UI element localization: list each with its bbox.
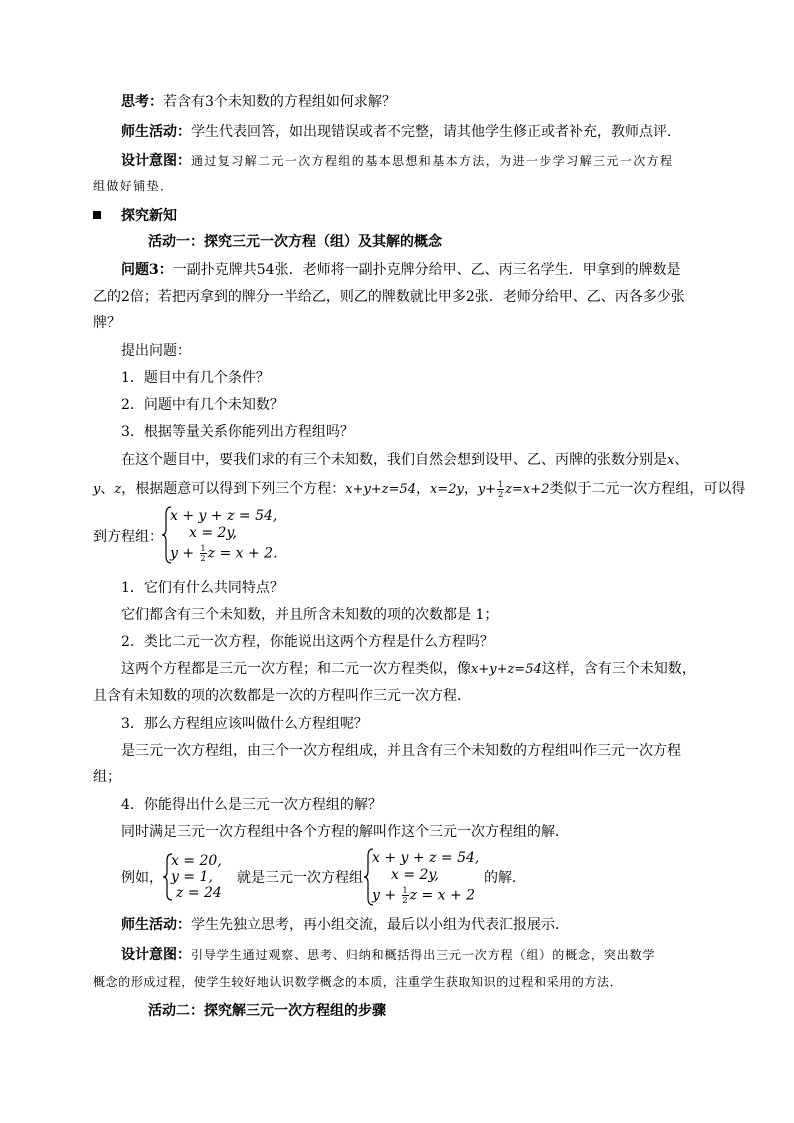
think-line: 思考：若含有3个未知数的方程组如何求解？ <box>121 94 396 110</box>
explain-line-1: 在这个题目中，要我们求的有三个未知数，我们自然会想到设甲、乙、丙牌的张数分别是x、 <box>121 452 689 468</box>
problem-line-2: 乙的2倍；若把丙拿到的牌分一半给乙，则乙的牌数就比甲多2张．老师分给甲、乙、丙各多少张 <box>93 289 685 305</box>
feature-answer-4: 同时满足三元一次方程组中各个方程的解叫作这个三元一次方程组的解． <box>121 824 569 840</box>
feature-answer-3b: 组； <box>93 769 121 785</box>
explain-line-2: y、z，根据题意可以得到下列三个方程：x+y+z=54，x=2y，y+ $\frac{1}{2}$ z=x+2类似于二元一次方程组，可以得 <box>93 479 746 499</box>
problem-line-1: 问题3：一副扑克牌共54张．老师将一副扑克牌分给甲、乙、丙三名学生．甲拿到的牌数是 <box>121 262 681 278</box>
question-2: 2．问题中有几个未知数？ <box>121 397 284 413</box>
equation-system-2: x + y + z = 54, x = 2y, y + $\frac{1}{2}$ z = x + 2 <box>364 848 479 906</box>
question-3: 3．根据等量关系你能列出方程组吗？ <box>121 424 354 440</box>
questions-intro: 提出问题： <box>121 343 191 359</box>
feature-answer-1: 它们都含有三个未知数，并且所含未知数的项的次数都是 1； <box>121 607 499 623</box>
design-intent-2-line-2: 概念的形成过程，使学生较好地认识数学概念的本质，注重学生获取知识的过程和采用的方法． <box>93 975 623 989</box>
fraction-half: $\frac{1}{2}$ <box>498 479 504 499</box>
activity2-title: 活动二：探究解三元一次方程组的步骤 <box>148 1003 386 1019</box>
activity-line-2: 师生活动：学生先独立思考，再小组交流，最后以小组为代表汇报展示． <box>121 917 569 933</box>
feature-answer-2b: 且含有未知数的项的次数都是一次的方程叫作三元一次方程． <box>93 688 471 704</box>
fraction-half: $\frac{1}{2}$ <box>402 886 408 905</box>
square-bullet-icon <box>93 211 101 219</box>
feature-question-2: 2．类比二元一次方程，你能说出这两个方程是什么方程吗？ <box>121 634 494 650</box>
fraction-half: $\frac{1}{2}$ <box>200 544 206 563</box>
feature-answer-3a: 是三元一次方程组，由三个一次方程组成，并且含有三个未知数的方程组叫作三元一次方程 <box>121 743 681 759</box>
example-prefix: 例如， <box>121 870 163 886</box>
feature-question-4: 4．你能得出什么是三元一次方程组的解？ <box>121 797 382 813</box>
feature-answer-2a: 这两个方程都是三元一次方程；和二元一次方程类似，像x+y+z=54这样，含有三个未知数， <box>121 661 696 677</box>
feature-question-1: 1．它们有什么共同特点？ <box>121 580 284 596</box>
example-middle: 就是三元一次方程组 <box>237 870 363 886</box>
feature-question-3: 3．那么方程组应该叫做什么方程组呢？ <box>121 716 368 732</box>
activity1-title: 活动一：探究三元一次方程（组）及其解的概念 <box>148 234 442 250</box>
section-heading: 探究新知 <box>93 206 702 226</box>
system-label: 到方程组： <box>93 529 163 545</box>
design-intent-2-line-1: 设计意图：引导学生通过观察、思考、归纳和概括得出三元一次方程（组）的概念，突出数学 <box>121 947 656 963</box>
example-suffix: 的解． <box>484 870 526 886</box>
activity-line: 师生活动：学生代表回答，如出现错误或者不完整，请其他学生修正或者补充，教师点评． <box>121 124 681 140</box>
problem-line-3: 牌？ <box>93 315 121 331</box>
design-intent-line-1: 设计意图：通过复习解二元一次方程组的基本思想和基本方法，为进一步学习解三元一次方程 <box>121 153 674 169</box>
question-1: 1．题目中有几个条件？ <box>121 370 270 386</box>
solution-system: x = 20, y = 1, z = 24 <box>163 853 233 901</box>
equation-system-1: x + y + z = 54, x = 2y, y + $\frac{1}{2}$ z = x + 2. <box>162 506 282 564</box>
design-intent-line-2: 组做好铺垫． <box>93 179 174 193</box>
